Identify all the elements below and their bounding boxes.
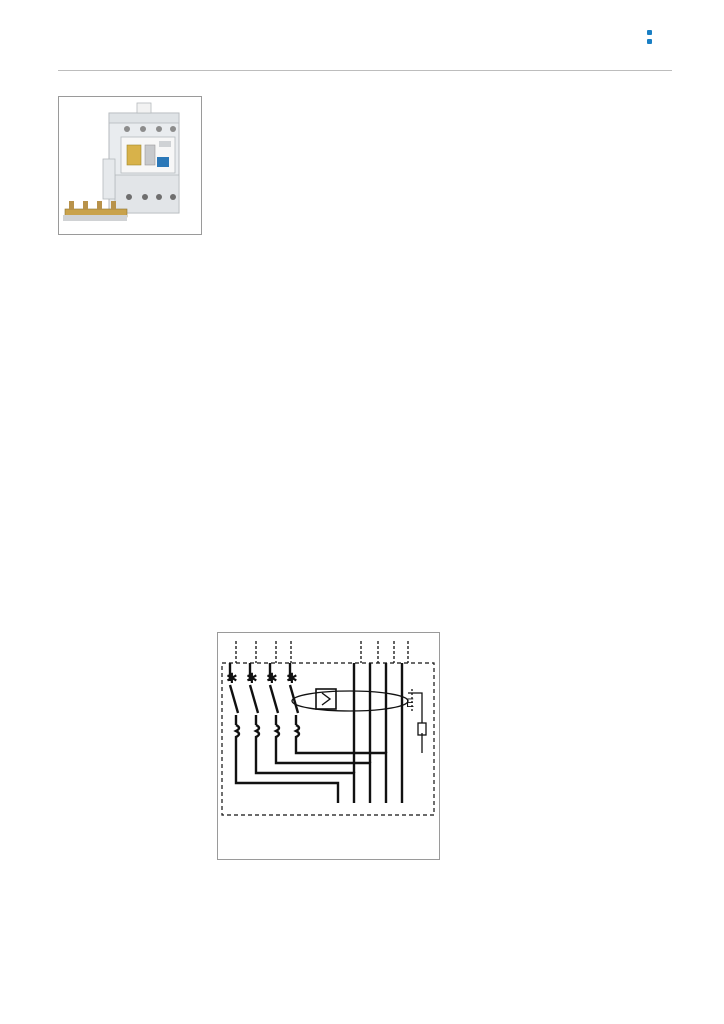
svg-text:✱: ✱ (226, 670, 238, 686)
svg-text:✱: ✱ (246, 670, 258, 686)
wiring-schematic-icon (218, 633, 439, 859)
product-image-icon (59, 97, 201, 234)
spec-content (217, 96, 672, 171)
svg-text:E: E (406, 696, 415, 710)
product-photo (58, 96, 202, 235)
svg-text:✱: ✱ (286, 670, 298, 686)
logo-colon-icon (647, 25, 653, 45)
specs-heading (217, 129, 672, 141)
document-header (58, 20, 672, 71)
wiring-diagram (217, 632, 440, 860)
images-heading (217, 160, 672, 171)
svg-text:✱: ✱ (266, 670, 278, 686)
hager-logo (647, 19, 656, 52)
product-name (217, 96, 672, 108)
